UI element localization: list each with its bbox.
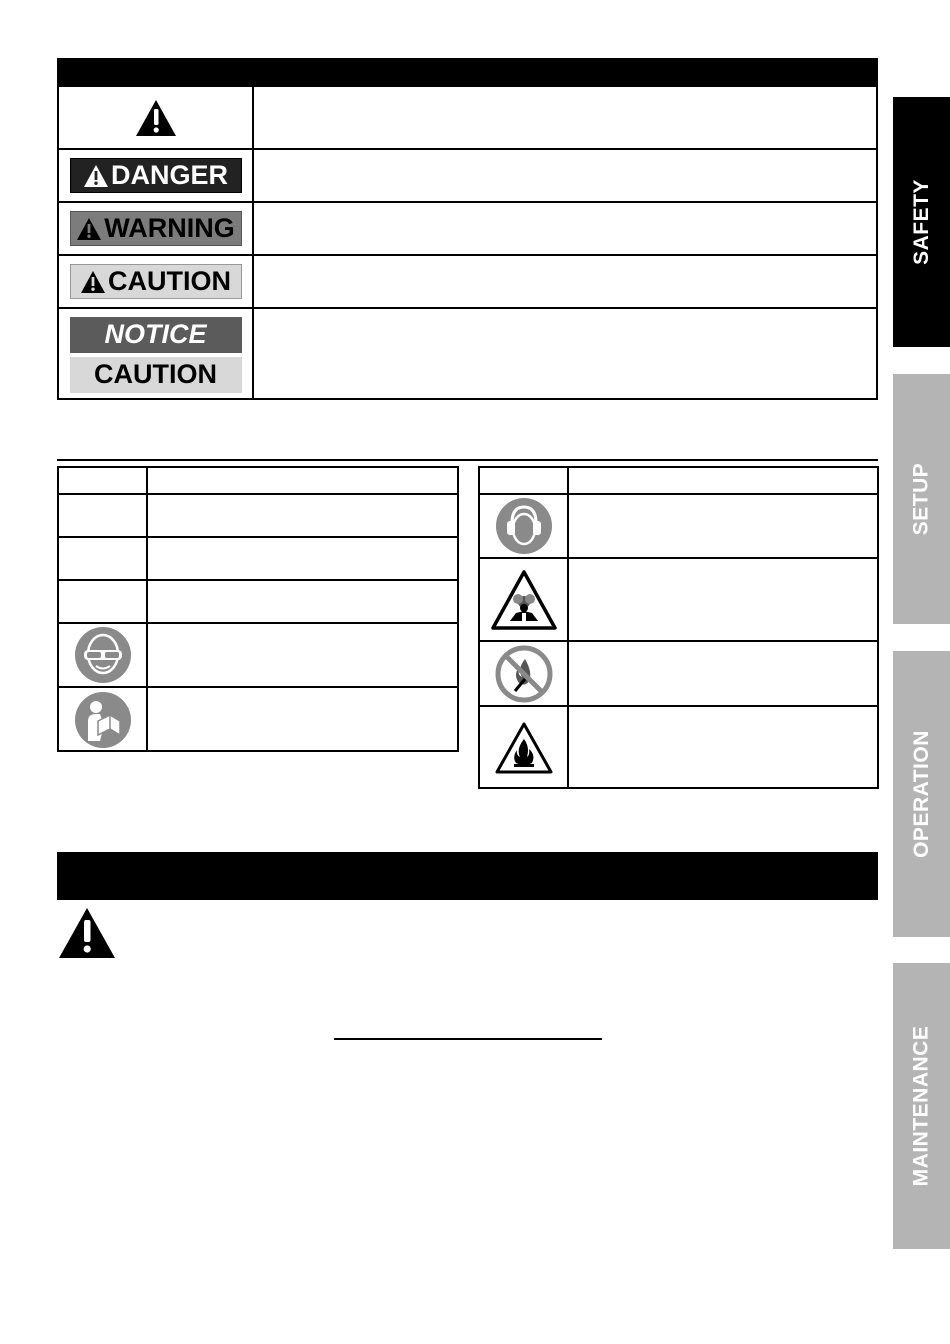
tab-label: OPERATION [909, 730, 933, 858]
tab-label: SETUP [909, 462, 933, 536]
tab-label: SAFETY [909, 179, 933, 265]
symbol-cell [59, 538, 148, 579]
underline-rule [334, 1038, 602, 1040]
caution-label: CAUTION [108, 266, 231, 296]
alert-triangle-icon [134, 98, 178, 138]
symbol-cell [480, 559, 569, 640]
alert-triangle-icon [57, 906, 117, 960]
table-row [59, 624, 457, 688]
header-symbol-cell [59, 468, 148, 493]
no-open-flame-icon [495, 645, 553, 703]
safety-definitions-header-bar [57, 58, 878, 87]
symbol-cell [59, 624, 148, 686]
header-symbol-cell [480, 468, 569, 493]
caution-cell [59, 256, 254, 307]
safety-goggles-icon [74, 626, 132, 684]
table-row [59, 688, 457, 752]
symbol-table-left [57, 466, 459, 752]
notice-badge: NOTICE [70, 317, 242, 353]
table-row [59, 581, 457, 624]
table-row [480, 559, 877, 642]
toxic-fumes-icon [490, 569, 558, 631]
signal-row-alert-symbol [59, 87, 876, 150]
caution-badge [70, 264, 242, 299]
table-header-row [59, 468, 457, 495]
warning-label: WARNING [104, 213, 235, 243]
table-row [480, 642, 877, 707]
section-divider [57, 459, 878, 461]
notice-cell [59, 309, 254, 400]
symbol-cell [59, 581, 148, 622]
signal-row-caution [59, 256, 876, 309]
signal-row-notice [59, 309, 876, 400]
danger-label: DANGER [110, 160, 228, 190]
signal-row-warning [59, 203, 876, 256]
symbol-cell [59, 688, 148, 752]
symbol-cell [480, 495, 569, 557]
symbol-table-right [478, 466, 879, 789]
hearing-protection-icon [495, 497, 553, 555]
tab-maintenance[interactable] [893, 963, 950, 1249]
warning-cell [59, 203, 254, 254]
tab-operation[interactable] [893, 651, 950, 937]
alert-symbol-cell [59, 87, 254, 148]
table-row [480, 495, 877, 559]
flammable-icon [494, 721, 554, 775]
alert-triangle-icon [80, 270, 106, 294]
caution-plain-badge: CAUTION [70, 357, 242, 393]
table-header-row [480, 468, 877, 495]
symbol-cell [480, 642, 569, 705]
table-row [59, 495, 457, 538]
alert-triangle-icon [83, 164, 109, 188]
signal-word-table [57, 87, 878, 400]
symbol-cell [59, 495, 148, 536]
signal-row-danger [59, 150, 876, 203]
alert-triangle-icon [76, 217, 102, 241]
warning-badge [70, 211, 242, 246]
read-manual-icon [74, 691, 132, 749]
table-row [480, 707, 877, 789]
danger-cell [59, 150, 254, 201]
tab-safety[interactable] [893, 97, 950, 347]
symbol-cell [480, 707, 569, 789]
general-safety-header-bar [57, 852, 878, 900]
tab-label: MAINTENANCE [909, 1025, 933, 1187]
table-row [59, 538, 457, 581]
tab-setup[interactable] [893, 374, 950, 624]
danger-badge [70, 158, 242, 193]
